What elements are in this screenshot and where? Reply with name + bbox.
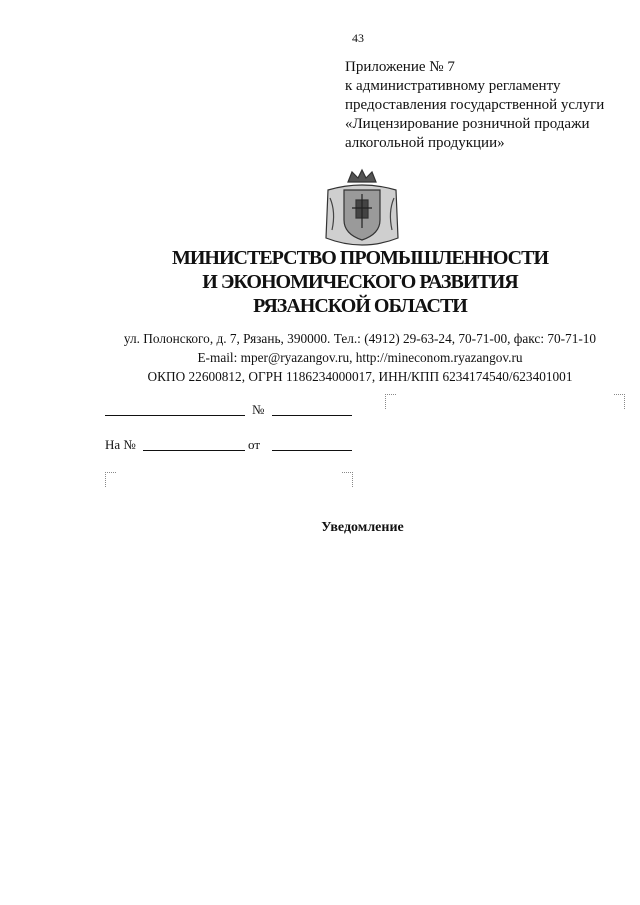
ministry-line: И ЭКОНОМИЧЕСКОГО РАЗВИТИЯ xyxy=(202,271,518,293)
addressee-bracket-left xyxy=(385,394,396,409)
from-label: от xyxy=(248,437,261,452)
document-title: Уведомление xyxy=(321,520,404,535)
email-web: E-mail: mper@ryazangov.ru, http://mineconom.ryazangov.ru xyxy=(197,350,523,365)
page-number: 43 xyxy=(352,31,364,45)
number-field[interactable] xyxy=(272,415,352,416)
subject-bracket-left xyxy=(105,472,116,487)
ministry-line: МИНИСТЕРСТВО ПРОМЫШЛЕННОСТИ xyxy=(172,247,548,269)
subject-bracket-right xyxy=(342,472,353,487)
address: ул. Полонского, д. 7, Рязань, 390000. Тел.: (4912) 29-63-24, 70-71-00, факс: 70-71-10 xyxy=(123,331,597,346)
appendix-line: алкогольной продукции» xyxy=(345,135,505,151)
ministry-line: РЯЗАНСКОЙ ОБЛАСТИ xyxy=(253,295,467,317)
reply-number-field[interactable] xyxy=(143,450,245,451)
reply-number-label: На № xyxy=(105,437,136,452)
appendix-line: предоставления государственной услуги xyxy=(345,97,605,113)
date-field[interactable] xyxy=(105,415,245,416)
appendix-line: «Лицензирование розничной продажи xyxy=(345,116,590,132)
appendix-line: Приложение № 7 xyxy=(345,59,455,75)
reply-date-field[interactable] xyxy=(272,450,352,451)
registration-codes: ОКПО 22600812, ОГРН 1186234000017, ИНН/КПП 6234174540/623401001 xyxy=(147,369,573,384)
contact-details xyxy=(90,329,630,386)
appendix-line: к административному регламенту xyxy=(345,78,561,94)
coat-of-arms-icon xyxy=(318,168,406,252)
addressee-bracket-right xyxy=(614,394,625,409)
number-label: № xyxy=(252,402,265,417)
appendix-header xyxy=(345,58,630,153)
ministry-name xyxy=(150,246,570,318)
